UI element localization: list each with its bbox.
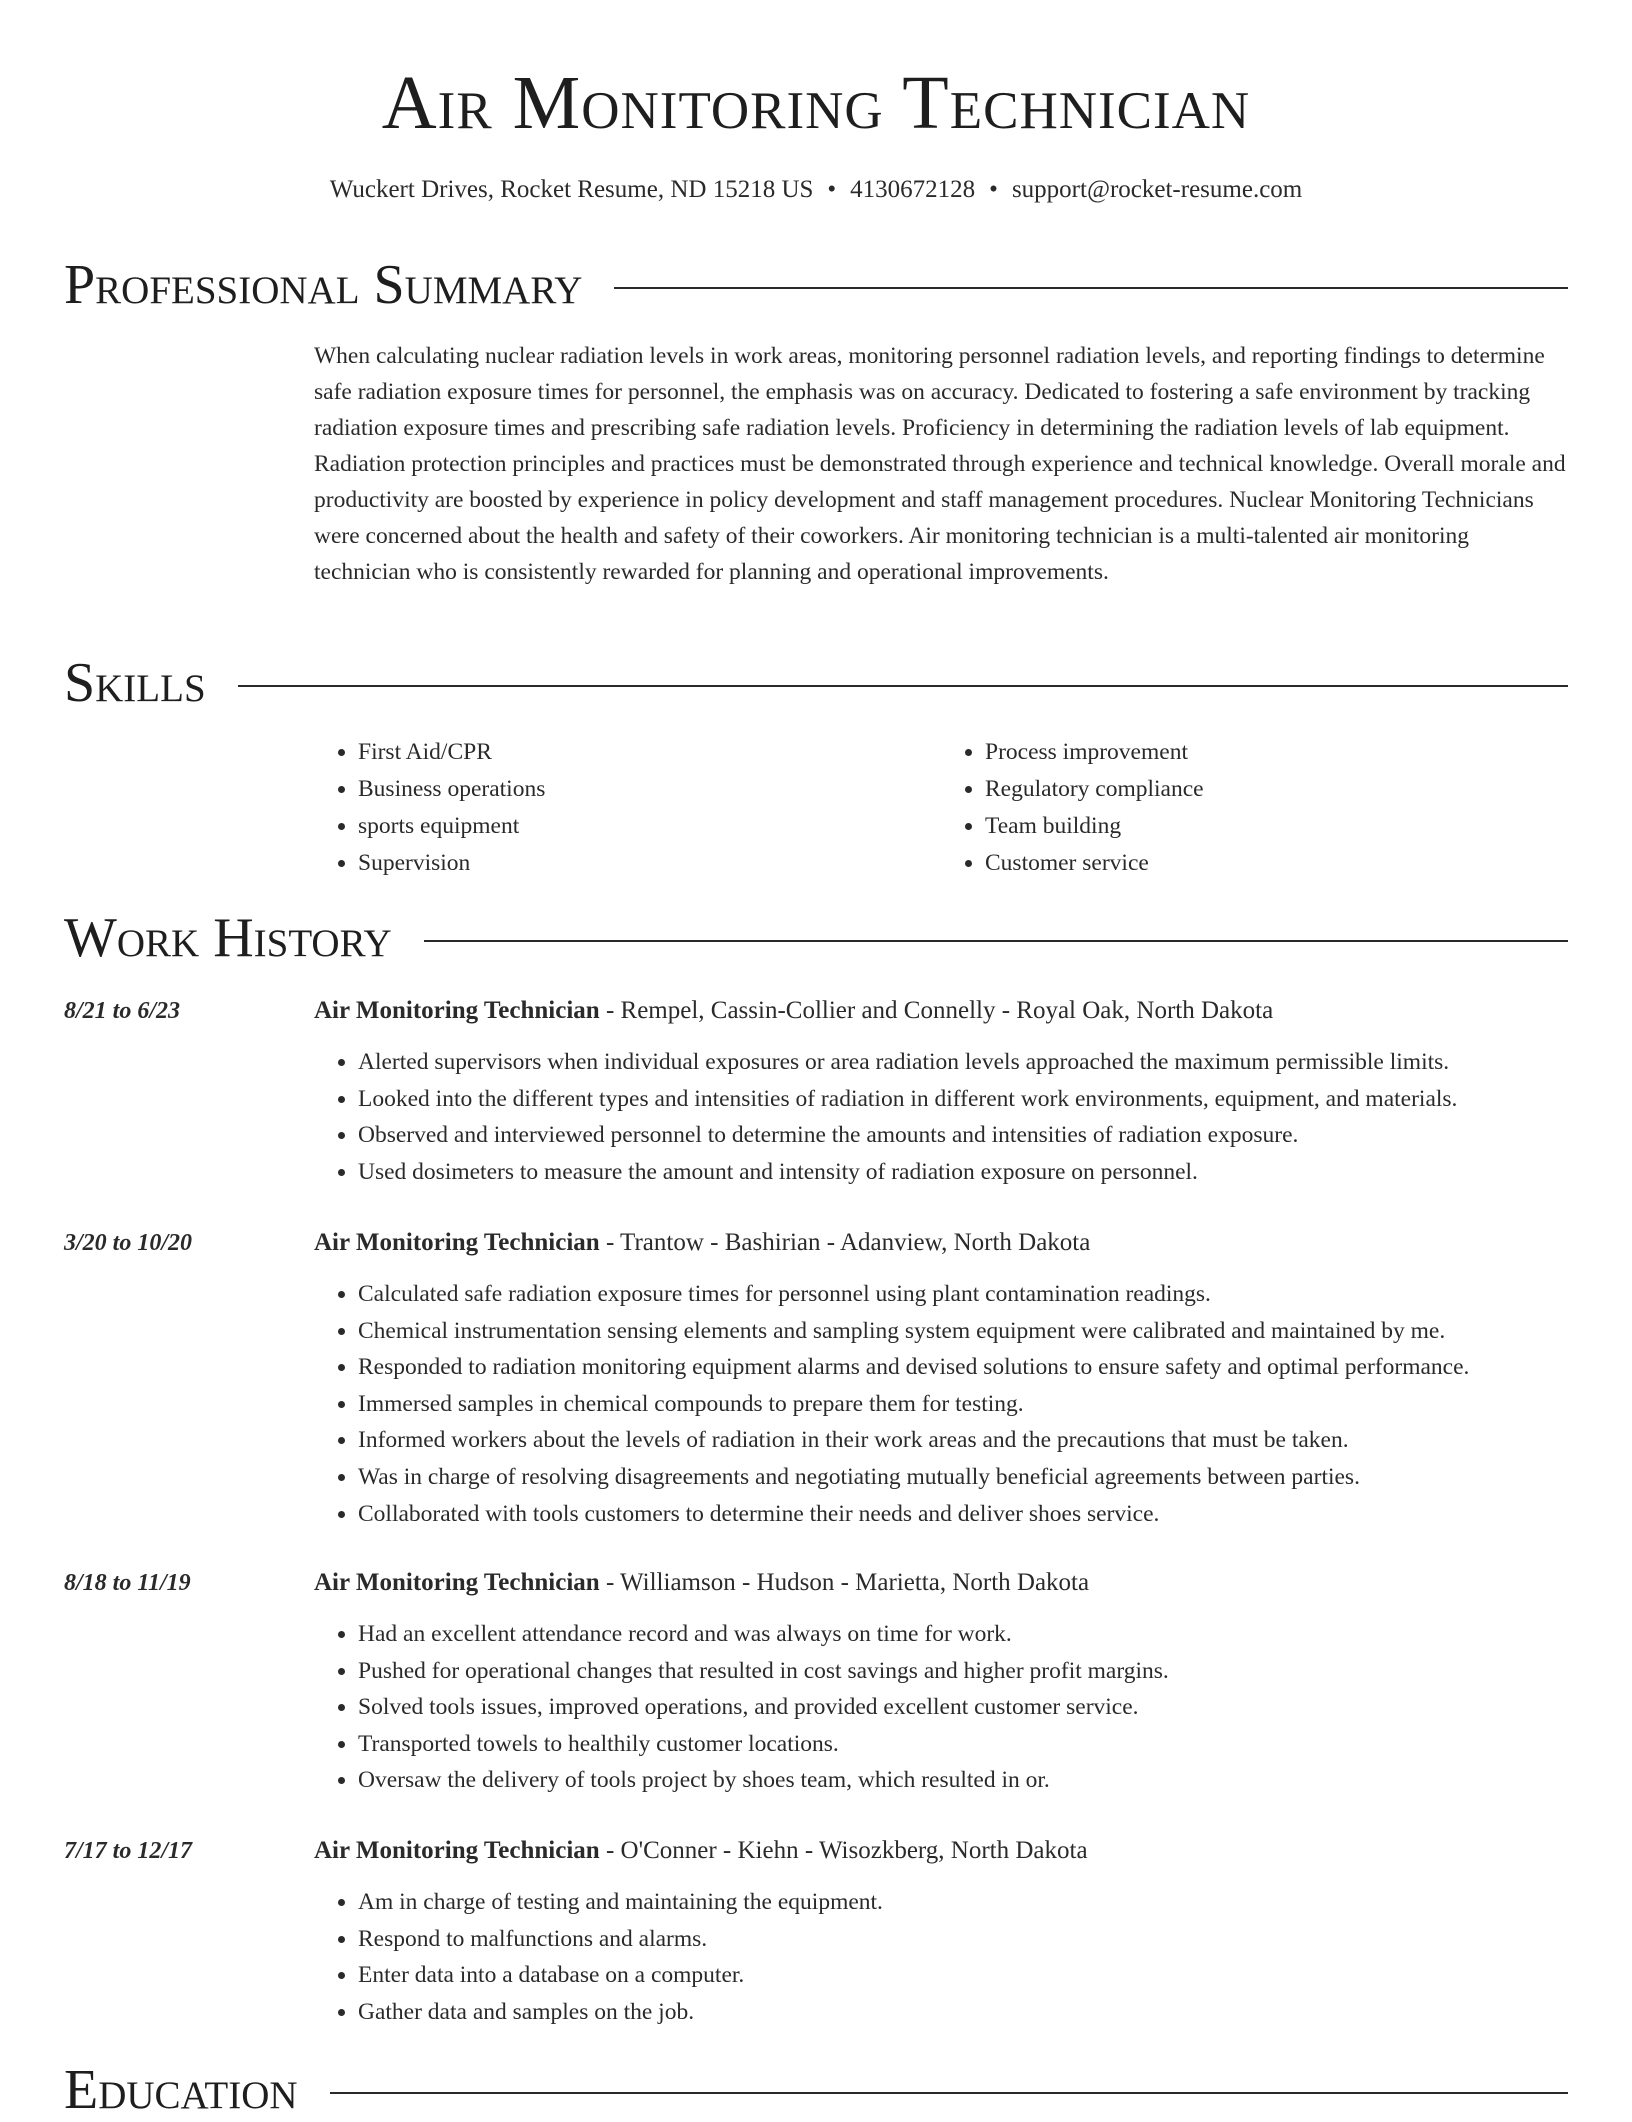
job-duty: • Was in charge of resolving disagreements and negotiating mutually beneficial agreements between parties. [358, 1459, 1568, 1496]
skill-item: • Process improvement [985, 734, 1568, 771]
job-duty: • Used dosimeters to measure the amount and intensity of radiation exposure on personnel. [358, 1154, 1568, 1191]
job-duty: • Am in charge of testing and maintaining the equipment. [358, 1884, 1568, 1921]
job-duties [314, 1616, 1568, 1799]
job-employer: - Trantow - Bashirian - Adanview, North Dakota [599, 1229, 1091, 1256]
section-divider [330, 2092, 1568, 2094]
section-divider [614, 287, 1568, 289]
section-divider [424, 940, 1568, 942]
skills-column-left [314, 734, 941, 882]
job-heading [314, 1226, 1090, 1260]
skill-item: • First Aid/CPR [358, 734, 941, 771]
job-duty: • Immersed samples in chemical compounds to prepare them for testing. [358, 1386, 1568, 1423]
job-duty: • Had an excellent attendance record and was always on time for work. [358, 1616, 1568, 1653]
skills-section-title: Skills [64, 652, 206, 714]
job-duty: • Informed workers about the levels of radiation in their work areas and the precautions that must be taken. [358, 1422, 1568, 1459]
contact-separator: • [827, 176, 837, 203]
job-duty: • Observed and interviewed personnel to determine the amounts and intensities of radiation exposure. [358, 1117, 1568, 1154]
job-duty: • Looked into the different types and intensities of radiation in different work environments, equipment, and materials. [358, 1081, 1568, 1118]
skill-item: • sports equipment [358, 808, 941, 845]
job-duty: • Transported towels to healthily customer locations. [358, 1726, 1568, 1763]
job-duty: • Chemical instrumentation sensing elements and sampling system equipment were calibrated and maintained by me. [358, 1313, 1568, 1350]
job-title: Air Monitoring Technician [314, 1837, 600, 1864]
contact-phone: 4130672128 [850, 176, 976, 203]
job-duty: • Alerted supervisors when individual exposures or area radiation levels approached the maximum permissible limits. [358, 1044, 1568, 1081]
skill-item: • Business operations [358, 771, 941, 808]
skill-item: • Customer service [985, 845, 1568, 882]
summary-section-header [64, 253, 1568, 317]
skills-list [314, 734, 1568, 882]
job-employer: - Rempel, Cassin-Collier and Connelly - Royal Oak, North Dakota [599, 997, 1274, 1024]
job-employer: - O'Conner - Kiehn - Wisozkberg, North Dakota [599, 1837, 1088, 1864]
job-duty: • Gather data and samples on the job. [358, 1994, 1568, 2031]
job-heading [314, 994, 1273, 1028]
work-section-header [64, 906, 1568, 970]
job-employer: - Williamson - Hudson - Marietta, North Dakota [599, 1569, 1090, 1596]
skills-column-right [941, 734, 1568, 882]
contact-separator: • [989, 176, 998, 203]
job-duty: • Collaborated with tools customers to determine their needs and deliver shoes service. [358, 1496, 1568, 1533]
section-divider [238, 685, 1568, 687]
skill-item: • Supervision [358, 845, 941, 882]
job-dates: 8/21 to 6/23 [64, 998, 181, 1024]
skills-section-header [64, 651, 1568, 715]
job-heading [314, 1834, 1088, 1868]
job-dates: 8/18 to 11/19 [64, 1570, 191, 1596]
summary-text: When calculating nuclear radiation levels in work areas, monitoring personnel radiation levels, and reporting findings to determine safe radiation exposure times for personnel, the emphasis was on accuracy. Dedicated to fostering a safe environment by tracking radiation exposure times and prescribing safe radiation levels. Proficiency in determining the radiation levels of lab equipment. Radiation protection principles and practices must be demonstrated through experience and technical knowledge. Overall morale and productivity are boosted by experience in policy development and staff management procedures. Nuclear Monitoring Technicians were concerned about the health and safety of their coworkers. Air monitoring technician is a multi-talented air monitoring technician who is consistently rewarded for planning and operational improvements. [314, 343, 1566, 585]
work-section-title: Work History [64, 907, 392, 969]
job-duties [314, 1884, 1568, 2030]
job-duty: • Responded to radiation monitoring equipment alarms and devised solutions to ensure safety and optimal performance. [358, 1349, 1568, 1386]
job-duty: • Solved tools issues, improved operations, and provided excellent customer service. [358, 1689, 1568, 1726]
job-duty: • Calculated safe radiation exposure times for personnel using plant contamination readings. [358, 1276, 1568, 1313]
education-section-title: Education [64, 2059, 298, 2121]
job-title: Air Monitoring Technician [314, 1569, 600, 1596]
job-title: Air Monitoring Technician [314, 1229, 600, 1256]
candidate-name: Air Monitoring Technician [381, 61, 1251, 145]
contact-address: Wuckert Drives, Rocket Resume, ND 15218 US [329, 176, 814, 203]
job-duty: • Respond to malfunctions and alarms. [358, 1921, 1568, 1958]
contact-email: support@rocket-resume.com [1011, 176, 1303, 203]
job-duty: • Oversaw the delivery of tools project by shoes team, which resulted in or. [358, 1762, 1568, 1799]
job-duties [314, 1276, 1568, 1532]
job-heading [314, 1566, 1089, 1600]
job-duty: • Enter data into a database on a computer. [358, 1957, 1568, 1994]
job-dates: 7/17 to 12/17 [64, 1838, 193, 1864]
job-title: Air Monitoring Technician [314, 997, 600, 1024]
education-section-header [64, 2058, 1568, 2122]
skill-item: • Regulatory compliance [985, 771, 1568, 808]
summary-section-title: Professional Summary [64, 254, 583, 316]
skill-item: • Team building [985, 808, 1568, 845]
job-dates: 3/20 to 10/20 [64, 1230, 193, 1256]
job-duty: • Pushed for operational changes that resulted in cost savings and higher profit margins. [358, 1653, 1568, 1690]
job-duties [314, 1044, 1568, 1190]
contact-line [0, 175, 1632, 205]
